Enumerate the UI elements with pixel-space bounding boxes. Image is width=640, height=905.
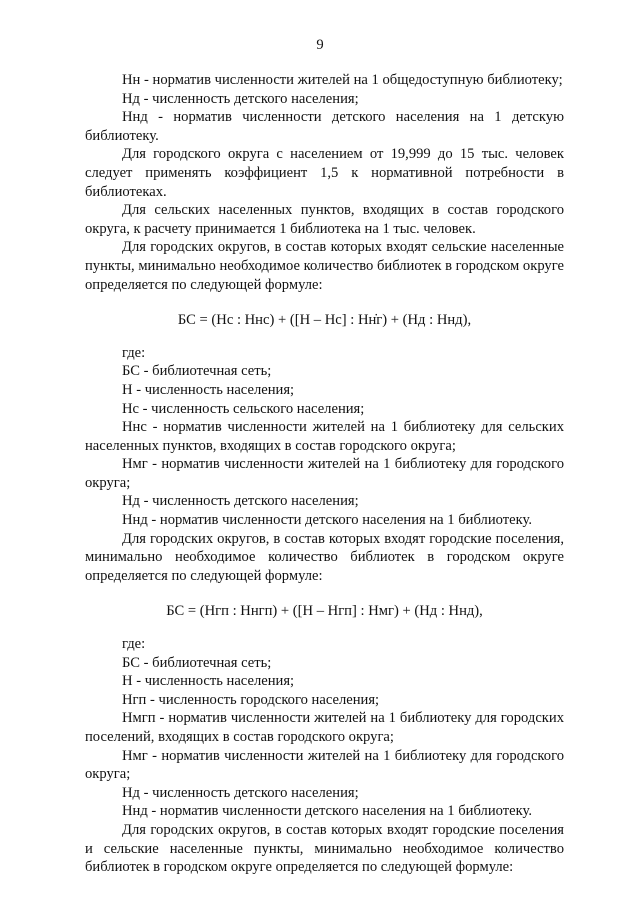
paragraph: Н - численность населения;	[122, 673, 295, 690]
paragraph: БС - библиотечная сеть;	[122, 654, 272, 671]
paragraph: БС - библиотечная сеть;	[122, 363, 272, 380]
paragraph: Ннс - норматив численности жителей на 1 библиотеку для сельских населенных пунктов, входящих в состав городского округа;	[85, 419, 564, 454]
paragraph: Ннд - норматив численности детского населения на 1 библиотеку.	[122, 803, 532, 820]
paragraph: Нд - численность детского населения;	[122, 90, 359, 107]
paragraph: Для городских округов, в состав которых входят городские поселения и сельские населенные пункты, минимально необходимое количество библиотек в городском округе определяется по следующей формуле:	[85, 821, 564, 876]
paragraph: Для городского округа с населением от 19,999 до 15 тыс. человек следует применять коэффициент 1,5 к нормативной потребности в библиотеках.	[85, 146, 564, 200]
paragraph: Ннд - норматив численности детского населения на 1 библиотеку.	[122, 512, 532, 529]
paragraph: Нмгп - норматив численности жителей на 1 библиотеку для городских поселений, входящих в состав городского округа;	[85, 710, 564, 745]
paragraph: Для городских округов, в состав которых входят сельские населенные пункты, минимально необходимое количество библиотек в городском округе определяется по следующей формуле:	[85, 239, 564, 293]
document-body	[85, 71, 564, 877]
paragraph: Ннд - норматив численности детского населения на 1 детскую библиотеку.	[85, 109, 564, 144]
paragraph: Нмг - норматив численности жителей на 1 библиотеку для городского округа;	[85, 456, 564, 491]
paragraph: Нс - численность сельского населения;	[122, 400, 365, 417]
paragraph: где:	[122, 344, 146, 361]
paragraph: Нн - норматив численности жителей на 1 общедоступную библиотеку;	[122, 72, 563, 88]
paragraph: Н - численность населения;	[122, 381, 295, 398]
paragraph: Для сельских населенных пунктов, входящих в состав городского округа, к расчету принимается 1 библиотека на 1 тыс. человек.	[85, 202, 564, 237]
paragraph: Нд - численность детского населения;	[122, 784, 359, 801]
paragraph: Для городских округов, в состав которых входят городские поселения, минимально необходимое количество библиотек в городском округе определяется по следующей формуле:	[85, 530, 564, 584]
formula: БС = (Нс : Ннс) + ([Н – Нс] : Нн̇г) + (Нд : Ннд),	[177, 312, 472, 329]
page-number: 9	[316, 37, 324, 53]
paragraph: Нгп - численность городского населения;	[122, 691, 380, 708]
paragraph: Нд - численность детского населения;	[122, 493, 359, 510]
formula: БС = (Нгп : Ннгп) + ([Н – Нгп] : Нмг) + (Нд : Ннд),	[166, 603, 483, 620]
paragraph: Нмг - норматив численности жителей на 1 библиотеку для городского округа;	[85, 747, 564, 783]
paragraph: где:	[122, 636, 146, 653]
